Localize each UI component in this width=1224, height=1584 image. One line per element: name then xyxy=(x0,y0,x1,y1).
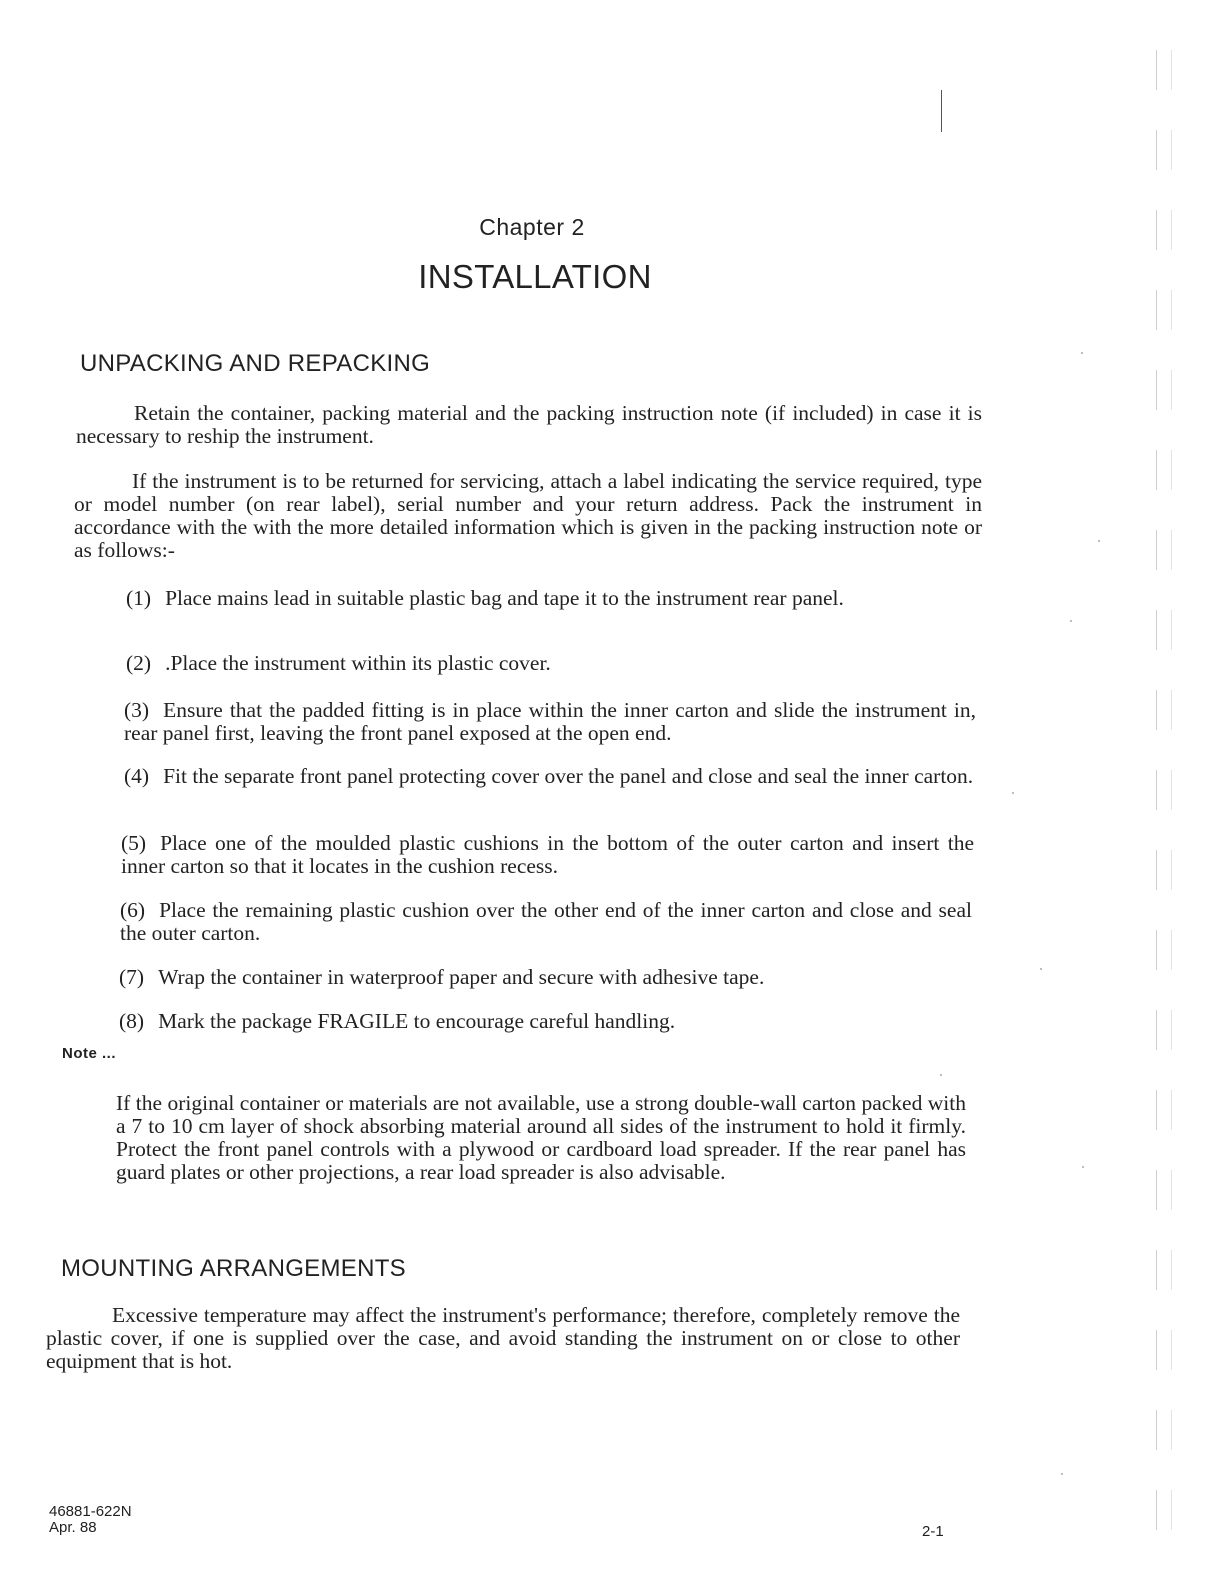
paragraph-mounting xyxy=(46,1304,960,1373)
scan-margin-mark xyxy=(1156,50,1172,90)
scan-margin-mark xyxy=(1156,290,1172,330)
step-text: Place one of the moulded plastic cushions in the bottom of the outer carton and insert the inner carton so that it locates in the cushion recess. xyxy=(121,831,974,878)
step-text: Place mains lead in suitable plastic bag and tape it to the instrument rear panel. xyxy=(165,586,844,610)
scan-margin-mark xyxy=(1156,130,1172,170)
scan-margin-mark xyxy=(1156,210,1172,250)
scan-speck xyxy=(1061,1473,1063,1475)
scan-margin-mark xyxy=(1156,610,1172,650)
scan-speck xyxy=(1012,792,1014,794)
paragraph-mounting-text: Excessive temperature may affect the instrument's performance; therefore, completely remove the plastic cover, if one is supplied over the case, and avoid standing the instrument on or close to other equipment that is hot. xyxy=(46,1303,960,1373)
packing-step xyxy=(126,587,980,610)
scan-speck xyxy=(1040,968,1042,970)
paragraph-retain-text: Retain the container, packing material and the packing instruction note (if included) in case it is necessary to reship the instrument. xyxy=(76,401,982,448)
scan-margin-mark xyxy=(1156,930,1172,970)
scan-speck xyxy=(1081,352,1083,354)
scan-margin-mark xyxy=(1156,1170,1172,1210)
packing-step xyxy=(124,765,976,788)
footer-date: Apr. 88 xyxy=(49,1519,97,1536)
paragraph-return-text: If the instrument is to be returned for servicing, attach a label indicating the service required, type or model number (on rear label), serial number and your return address. Pack the instrument in accordance with the with the more detailed information which is given in the packing instruction note or as follows:- xyxy=(74,469,982,562)
packing-step xyxy=(120,899,972,945)
step-text: Place the remaining plastic cushion over the other end of the inner carton and close and seal the outer carton. xyxy=(120,898,972,945)
step-text: Mark the package FRAGILE to encourage careful handling. xyxy=(158,1009,676,1033)
packing-step xyxy=(119,966,971,989)
step-number: (5) xyxy=(121,831,147,855)
packing-step xyxy=(124,699,976,745)
scan-margin-mark xyxy=(1156,690,1172,730)
note-text: If the original container or materials are not available, use a strong double-wall carton packed with a 7 to 10 cm layer of shock absorbing material around all sides of the instrument to hold it firmly. Protect the front panel controls with a plywood or cardboard load spreader. If the rear panel has guard plates or other projections, a rear load spreader is also advisable. xyxy=(116,1091,966,1184)
scan-margin-mark xyxy=(1156,370,1172,410)
paragraph-retain xyxy=(76,402,982,448)
scan-margin-mark xyxy=(1156,770,1172,810)
scan-rule-mark xyxy=(941,90,942,132)
scan-speck xyxy=(1070,620,1072,622)
note-label: Note ... xyxy=(62,1045,117,1062)
section-heading-mounting: MOUNTING ARRANGEMENTS xyxy=(61,1255,406,1282)
step-text: Fit the separate front panel protecting cover over the panel and close and seal the inner carton. xyxy=(163,764,974,788)
step-number: (7) xyxy=(119,965,145,989)
scan-speck xyxy=(1098,540,1100,542)
scan-margin-mark xyxy=(1156,450,1172,490)
scan-margin-mark xyxy=(1156,1490,1172,1530)
scan-margin-mark xyxy=(1156,1410,1172,1450)
scan-margin-mark xyxy=(1156,530,1172,570)
step-number: (3) xyxy=(124,698,150,722)
scan-margin-mark xyxy=(1156,1090,1172,1130)
step-number: (4) xyxy=(124,764,150,788)
scan-margin-mark xyxy=(1156,1330,1172,1370)
step-number: (6) xyxy=(120,898,146,922)
scan-margin-mark xyxy=(1156,850,1172,890)
step-number: (8) xyxy=(119,1009,145,1033)
step-number: (2) xyxy=(126,651,152,675)
scan-margin-mark xyxy=(1156,1010,1172,1050)
step-number: (1) xyxy=(126,586,152,610)
step-text: Wrap the container in waterproof paper and secure with adhesive tape. xyxy=(158,965,765,989)
scan-speck xyxy=(1082,1166,1084,1168)
step-text: Ensure that the padded fitting is in place within the inner carton and slide the instrument in, rear panel first, leaving the front panel exposed at the open end. xyxy=(124,698,976,745)
footer-page-number: 2-1 xyxy=(922,1523,944,1540)
packing-step xyxy=(121,832,974,878)
section-heading-unpacking: UNPACKING AND REPACKING xyxy=(80,350,431,377)
step-text: .Place the instrument within its plastic cover. xyxy=(165,651,551,675)
chapter-label: Chapter 2 xyxy=(479,214,585,240)
paragraph-return xyxy=(74,470,982,562)
footer-doc-number: 46881-622N xyxy=(49,1503,132,1520)
packing-step xyxy=(119,1010,971,1033)
scan-margin-mark xyxy=(1156,1250,1172,1290)
scan-speck xyxy=(940,1074,942,1076)
chapter-title: INSTALLATION xyxy=(418,258,652,295)
packing-step xyxy=(126,652,980,675)
